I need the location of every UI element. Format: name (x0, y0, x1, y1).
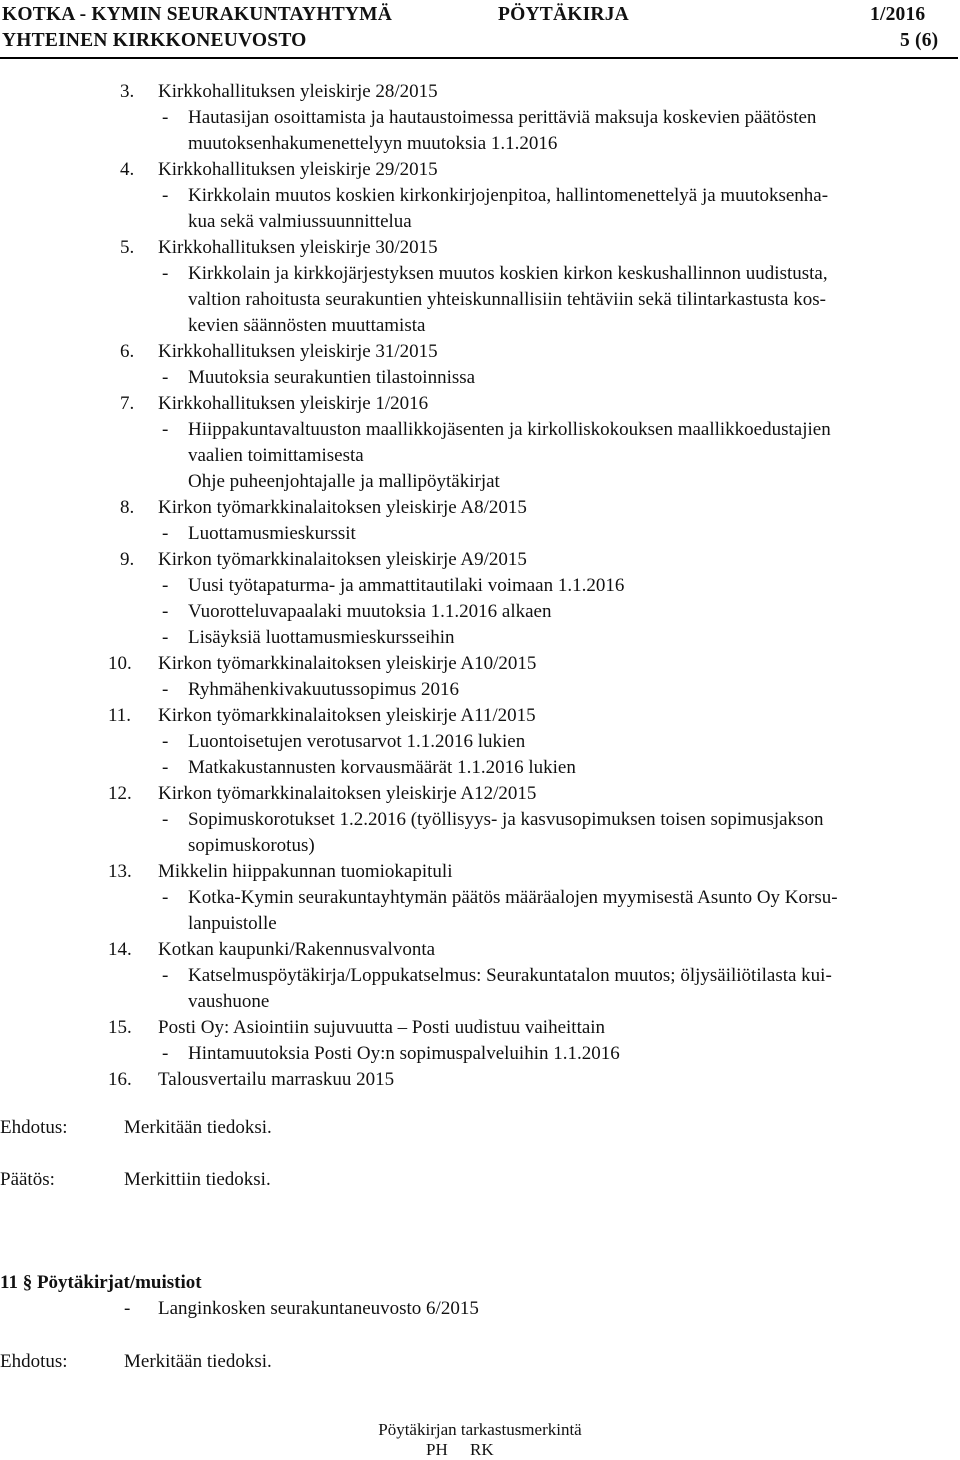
bullet-dash: - (162, 263, 169, 284)
proposal-value: Merkitään tiedoksi. (124, 1117, 272, 1138)
item-detail-text: kua sekä valmiussuunnittelua (188, 211, 412, 232)
item-title: Kirkkohallituksen yleiskirje 1/2016 (158, 393, 429, 414)
item-title: Kirkon työmarkkinalaitoksen yleiskirje A12/2015 (158, 783, 537, 804)
item-title: Kirkon työmarkkinalaitoksen yleiskirje A11/2015 (158, 705, 536, 726)
bullet-dash: - (162, 185, 169, 206)
item-title: Kirkkohallituksen yleiskirje 29/2015 (158, 159, 438, 180)
section-number: 11 (0, 1272, 18, 1293)
section-sign: § (22, 1272, 33, 1293)
item-detail-text: Hintamuutoksia Posti Oy:n sopimuspalveluihin 1.1.2016 (188, 1043, 620, 1064)
item-number: 13. (108, 861, 132, 882)
decision-label: Päätös: (0, 1169, 55, 1190)
item-number: 8. (120, 497, 135, 518)
verification-label: Pöytäkirjan tarkastusmerkintä (378, 1420, 582, 1439)
bullet-dash: - (124, 1298, 131, 1319)
item-detail-text: Luontoisetujen verotusarvot 1.1.2016 lukien (188, 731, 526, 752)
item-detail-text: Sopimuskorotukset 1.2.2016 (työllisyys- ja kasvusopimuksen toisen sopimusjakson (188, 809, 824, 830)
item-title: Kirkon työmarkkinalaitoksen yleiskirje A10/2015 (158, 653, 537, 674)
item-detail-text: Uusi työtapaturma- ja ammattitautilaki voimaan 1.1.2016 (188, 575, 625, 596)
item-title: Kirkon työmarkkinalaitoksen yleiskirje A9/2015 (158, 549, 527, 570)
document-subheader (0, 30, 960, 52)
item-title: Kirkkohallituksen yleiskirje 31/2015 (158, 341, 438, 362)
item-detail-text: Vuorotteluvapaalaki muutoksia 1.1.2016 alkaen (188, 601, 552, 622)
document-header (0, 4, 960, 26)
item-title: Talousvertailu marraskuu 2015 (158, 1069, 395, 1090)
item-title: Mikkelin hiippakunnan tuomiokapituli (158, 861, 453, 882)
item-title: Posti Oy: Asiointiin sujuvuutta – Posti uudistuu vaiheittain (158, 1017, 606, 1038)
item-detail-text: Lisäyksiä luottamusmieskursseihin (188, 627, 455, 648)
item-detail-text: Luottamusmieskurssit (188, 523, 356, 544)
item-title: Kirkon työmarkkinalaitoksen yleiskirje A8/2015 (158, 497, 527, 518)
bullet-dash: - (162, 523, 169, 544)
section-item: Langinkosken seurakuntaneuvosto 6/2015 (158, 1298, 479, 1319)
item-detail-text: Ohje puheenjohtajalle ja mallipöytäkirjat (188, 471, 500, 492)
item-number: 15. (108, 1017, 132, 1038)
bullet-dash: - (162, 809, 169, 830)
bullet-dash: - (162, 367, 169, 388)
bullet-dash: - (162, 419, 169, 440)
page-number: 5 (6) (900, 30, 939, 51)
item-detail-text: Hautasijan osoittamista ja hautaustoimessa perittäviä maksuja koskevien päätösten (188, 107, 817, 128)
bullet-dash: - (162, 601, 169, 622)
item-detail-text: Matkakustannusten korvausmäärät 1.1.2016 lukien (188, 757, 576, 778)
bullet-dash: - (162, 627, 169, 648)
item-title: Kirkkohallituksen yleiskirje 30/2015 (158, 237, 438, 258)
initials-rk: RK (470, 1440, 494, 1459)
item-number: 9. (120, 549, 135, 570)
item-detail-text: vaushuone (188, 991, 270, 1012)
item-detail-text: muutoksenhakumenettelyyn muutoksia 1.1.2016 (188, 133, 558, 154)
org-name: KOTKA - KYMIN SEURAKUNTAYHTYMÄ (2, 4, 393, 25)
bullet-dash: - (162, 887, 169, 908)
bullet-dash: - (162, 757, 169, 778)
council-name: YHTEINEN KIRKKONEUVOSTO (2, 30, 307, 51)
bullet-dash: - (162, 107, 169, 128)
section-11 (0, 1272, 479, 1319)
item-number: 4. (120, 159, 135, 180)
section11-proposal-value: Merkitään tiedoksi. (124, 1351, 272, 1372)
item-detail-text: valtion rahoitusta seurakuntien yhteiskunnallisiin tehtäviin sekä tilintarkastusta kos- (188, 289, 826, 310)
item-detail-text: Kotka-Kymin seurakuntayhtymän päätös määräalojen myymisestä Asunto Oy Korsu- (188, 887, 838, 908)
item-number: 11. (108, 705, 132, 726)
item-detail-text: kevien säännösten muuttamista (188, 315, 426, 336)
item-detail-text: Muutoksia seurakuntien tilastoinnissa (188, 367, 476, 388)
item-detail-text: Kirkkolain ja kirkkojärjestyksen muutos koskien kirkon keskushallinnon uudistusta, (188, 263, 828, 284)
item-number: 16. (108, 1069, 132, 1090)
item-number: 3. (120, 81, 135, 102)
doc-number: 1/2016 (870, 4, 926, 25)
proposal-label: Ehdotus: (0, 1117, 68, 1138)
item-detail-text: Kirkkolain muutos koskien kirkonkirjojenpitoa, hallintomenettelyä ja muutoksenha- (188, 185, 829, 206)
item-detail-text: lanpuistolle (188, 913, 277, 934)
initials-ph: PH (426, 1440, 448, 1459)
item-number: 6. (120, 341, 135, 362)
item-title: Kirkkohallituksen yleiskirje 28/2015 (158, 81, 438, 102)
item-number: 10. (108, 653, 132, 674)
decision-value: Merkittiin tiedoksi. (124, 1169, 271, 1190)
item-detail-text: Ryhmähenkivakuutussopimus 2016 (188, 679, 460, 700)
section11-proposal-label: Ehdotus: (0, 1351, 68, 1372)
item-number: 14. (108, 939, 132, 960)
item-number: 7. (120, 393, 135, 414)
item-detail-text: Hiippakuntavaltuuston maallikkojäsenten ja kirkolliskokouksen maallikkoedustajien (188, 419, 831, 440)
item-number: 12. (108, 783, 132, 804)
bullet-dash: - (162, 731, 169, 752)
bullet-dash: - (162, 679, 169, 700)
header-rule (0, 57, 958, 59)
section-title: Pöytäkirjat/muistiot (36, 1272, 202, 1293)
item-detail-text: Katselmuspöytäkirja/Loppukatselmus: Seurakuntatalon muutos; öljysäiliötilasta kui- (188, 965, 832, 986)
item-title: Kotkan kaupunki/Rakennusvalvonta (158, 939, 436, 960)
bullet-dash: - (162, 965, 169, 986)
item-detail-text: vaalien toimittamisesta (188, 445, 364, 466)
bullet-dash: - (162, 1043, 169, 1064)
doc-type: PÖYTÄKIRJA (498, 4, 629, 25)
item-detail-text: sopimuskorotus) (188, 835, 315, 856)
item-number: 5. (120, 237, 135, 258)
bullet-dash: - (162, 575, 169, 596)
